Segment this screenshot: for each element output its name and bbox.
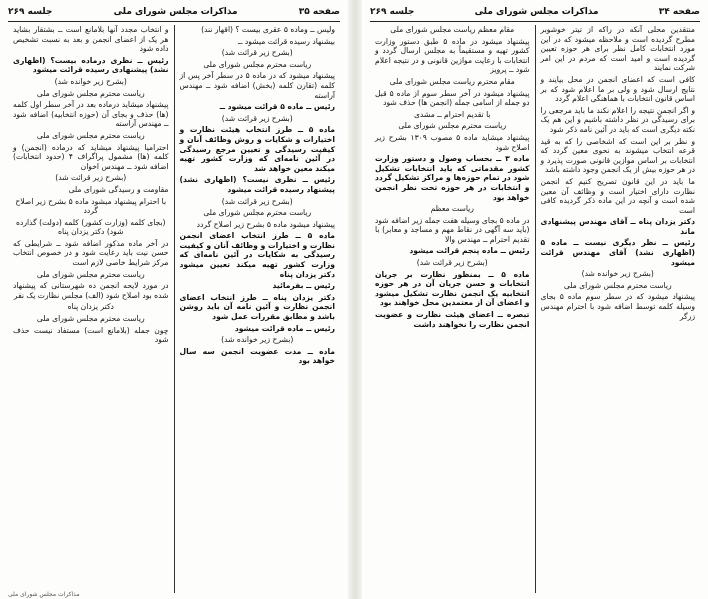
paragraph: پیشنهاد میشاید درماده بعد در آخر سطر اول کلمه (ها) حذف و بجای آن (حوزه انتخابیه) اضافه شود ــ مهندس آراسته: [13, 100, 169, 129]
header-session: جلسه ۲۶۹: [370, 7, 415, 17]
book-gutter: [348, 0, 362, 599]
paragraph: ریاست محترم مجلس شورای ملی: [563, 280, 672, 290]
right-page: [362, 0, 708, 599]
header-page-number: صفحه ۳۵: [298, 7, 340, 17]
paragraph: با احترام پیشنهاد میشود ماده ۵ بشرح زیر اصلاح گردد: [15, 196, 167, 216]
paragraph: احترامیا پیشنهاد میشاید که درماده (انجمن) و کلمه (ها) مشمول پراگراف ۴ (حدود انتخابات) اضافه شود ــ مهندس اخوان: [13, 142, 169, 171]
paragraph: ریاست معظم: [430, 204, 474, 214]
paragraph: (بجای کلمه (وزارت کشور) کلمه (دولت) گذارده شود) دکتر یزدان پناه: [15, 217, 166, 237]
paragraph: (بشرح زیر قرائت شد): [221, 113, 293, 123]
paragraph: ریاست محترم مجلس شورای ملی: [203, 208, 312, 218]
header-rule: [8, 21, 340, 22]
paragraph: پیشنهاد میشود که در ماده ۵ در سطر آخر پس از کلمه (تقارن کلمه (بخش) اضافه شود ــ مهندس آراسته: [179, 71, 335, 100]
paragraph: در آخر ماده مذکور اضافه شود ــ شرایطی که حسن نیت باید رعایت شود و در خصوص انتخاب مرکز شرایط خاصی لازم است: [13, 238, 169, 268]
paragraph: منتقدین محلی آنکه در راکه از تیتر خوشوبر مطرح گردیده است و ملاحظه میشود که در این مورد انتخابات کامل نظر برای هر حوزه تعیین گردیده است و امید است که مردم در این امر شرکت نمایند: [540, 25, 695, 73]
column-left: [8, 25, 174, 593]
paragraph: (بشرح زیر قرائت شد): [221, 196, 293, 206]
paragraph: (بشرح زیر قرائت شد): [55, 173, 127, 183]
paragraph: مقام معظم ریاست مجلس شورای ملی: [390, 25, 515, 34]
paragraph: ماده ــ مدت عضویت انجمن سه سال خواهد بود: [179, 346, 335, 366]
text-columns: [370, 25, 700, 593]
paragraph: پیشنهاد میشود که در سطر سوم ماده ۵ بجای وسیله کلمه توسط اضافه شود با احترام مهندس زرگر: [540, 292, 696, 321]
paragraph: پیشنهاد میشود در آخر سطر سوم از ماده ۵ قبل دو جمله از اسامی جمله (انجمن ها) حذف شود: [375, 88, 530, 108]
paragraph: دکتر یزدان پناه ــ آقای مهندس پیشنهادی ماند: [540, 217, 695, 236]
column-right: [536, 25, 701, 593]
header-page-number: صفحه ۳۴: [658, 7, 700, 17]
paragraph: رئیس ــ نظری درماده بیست؟ (اظهاری نشد) پیشنهادی رسیده قرائت میشود: [13, 55, 169, 75]
paragraph: و نظر بر این است که اشخاصی را که به قید قرعه انتخاب میشوند به نحوی معین گردد که انتخابات بر اساس موازین قانونی صورت پذیرد و در هر حوزه بیش از یک انجمن وجود داشته باشد: [540, 136, 695, 175]
paragraph: مقام محترم ریاست مجلس شورای ملی: [389, 76, 515, 86]
paragraph: رئیس ــ نظر دیگری نیست ــ ماده ۵ (اظهاری نشد) آقای مهندس قرائت میشود: [540, 238, 695, 267]
column-left: [370, 25, 535, 593]
paragraph: (بشرح زیر خوانده شد): [54, 76, 127, 86]
paragraph: ریاست محترم مجلس شورای ملی: [398, 121, 507, 131]
paragraph: و اگر انجمن نتیجه را اعلام نکند ما باید مرجعی را برای رسیدگی در نظر داشته باشیم و این هم یک نکته دیگری است که باید در آئین نامه ذکر شود: [540, 105, 695, 134]
header-rule: [370, 21, 700, 22]
paragraph: مقاومت و رسیدگی شورای ملی: [68, 184, 169, 194]
paragraph: ریاست محترم مجلس شورای ملی: [36, 88, 145, 98]
paragraph: رئیس ــ نظری نیست؟ (اظهاری نشد) پیشنهاد رسیده قرائت میشود: [179, 175, 335, 194]
paragraph: ماده ۵ ــ طرز انتخاب هیئت نظارت و اختیارات و شکایات و روش وظائف آنان و کیفیت رسیدگی و تعیین مرجع رسیدگی در آئین نامه‌ای که وزارت کشور تهیه میکند معین خواهد شد: [179, 125, 336, 173]
paragraph: رئیس ــ ماده قرائت میشود: [234, 323, 335, 333]
paragraph: با تقدیم احترام ــ مشدی: [413, 109, 491, 119]
paragraph: رئیس ــ بفرمائید: [272, 281, 335, 291]
page-header: [8, 4, 340, 20]
left-page: [0, 0, 348, 599]
paragraph: (بشرح زیر قرائت شد): [221, 48, 293, 58]
paragraph: دکتر یزدان پناه ــ طرز انتخاب اعضای انجمن نظارت و آئین نامه آن باید روشن باشد و مطابق مقررات عمل شود: [179, 292, 335, 322]
column-divider: [174, 25, 175, 593]
column-right: [175, 25, 341, 593]
paragraph: (بشرح زیر خوانده شد): [221, 335, 294, 345]
paragraph: پیشنهاد میشود ماده ۵ بشرح زیر اصلاح گردد: [196, 219, 335, 229]
paragraph: و انتخاب مجدد آنها بلامانع است ــ بشتقار بشاید هر یک از اعضای انجمن و بعد به نسبت تشخیص داده شود: [13, 25, 169, 54]
column-divider: [535, 25, 536, 593]
paragraph: ریاست محترم مجلس شورای ملی: [203, 59, 312, 69]
paragraph: پیشنهاد میشاید ماده ۵ مصوب ۱۳۰۹ بشرح زیر اصلاح شود: [375, 132, 530, 152]
page-header: [370, 4, 700, 20]
paragraph: کافی است که اعضای انجمن در محل بیایند و نتایج ارسال شود و ولی بر ما اعلام شود که بر اساس قانون انتخابات با هماهنگی اعلام گردد: [540, 74, 695, 104]
header-title: مذاکرات مجلس شورای ملی: [474, 7, 599, 17]
paragraph: پیشنهاد میشود در ماده ۵ طبق دستور وزارت کشور تهیه و مستقیماً به مجلس ارسال گردد و انتخابات با رعایت موازین قانونی و در نتیجه اعلام شود ــ پرویز: [375, 36, 530, 75]
paragraph: ریاست محترم مجلس شورای ملی: [36, 314, 145, 324]
page-footer: مذاکرات مجلس شورای ملی: [8, 591, 80, 598]
paragraph: بیشنهاد رسیده قرائت میشود ــ: [238, 36, 335, 46]
paragraph: در ماده ۵ بجای وسیله هفت جمله زیر اضافه شود (باید سه آگهی در نقاط مهم و مساجد و معابر) با تقدیم احترام ــ مهندس والا: [375, 215, 530, 244]
paragraph: ماده ۵ ــ طرز انتخاب اعضای انجمن نظارت و اختیارات و وظائف آنان و کیفیت رسیدگی به شکایات در آئین نامه‌ای که وزارت کشور تهیه میکند تعیین میشود دکتر یزدان پناه: [179, 231, 336, 279]
paragraph: رئیس ــ ماده ۵ قرائت میشود ــ: [219, 102, 335, 112]
paragraph: ریاست محترم مجلس شورای ملی: [36, 269, 145, 279]
paragraph: (بشرح زیر خوانده شد): [581, 269, 654, 279]
paragraph: چون جمله (بلامانع است) مستفاد نیست حذف شود: [13, 325, 169, 345]
paragraph: (بشرح زیر قرائت شد): [416, 258, 488, 268]
paragraph: ما باید در این قانون تصریح کنیم که انجمن نظارت دارای اختیار است و وظائف آن معین شده است و آنچه در این ماده ذکر گردیده کافی است: [540, 176, 695, 215]
paragraph: ولیس ــ وماده ۵ عقری بیست ؟ (اقهار نند): [201, 25, 335, 34]
paragraph: رئیس ــ ماده پنجم قرائت میشود: [409, 246, 530, 256]
header-title: مذاکرات مجلس شورای ملی: [113, 7, 238, 17]
paragraph: ریاست محترم مجلس شورای ملی: [36, 130, 145, 140]
paragraph: تبصره ــ اعضای هیئت نظارت و عضویت انجمن نظارت را نخواهند داشت: [375, 310, 530, 329]
header-session: جلسه ۲۶۹: [8, 7, 53, 17]
paragraph: ماده ۵ ــ بمنظور نظارت بر جریان انتخابات و حسن جریان آن در هر حوزه انتخابیه یک انجمن نظارت تشکیل میشود و اعضای آن از معتمدین محل خواهند بود: [375, 269, 530, 308]
text-columns: [8, 25, 340, 593]
paragraph: ماده ۳ ــ بحساب وصول و دستور وزارت کشور مقدماتی که باید انتخابات تشکیل شود در تمام حوزه‌ها و مراکز تشکیل گردد و انتخابات در هر حوزه تحت نظر انجمن خواهد بود: [375, 154, 530, 202]
paragraph: دکتر یزدان پناه: [67, 302, 114, 312]
paragraph: در مورد لایحه انجمن ده شهرستانی که پیشنهاد شده بود اصلاح شود (الف) مجلس نظارت یک نفر: [13, 281, 169, 300]
